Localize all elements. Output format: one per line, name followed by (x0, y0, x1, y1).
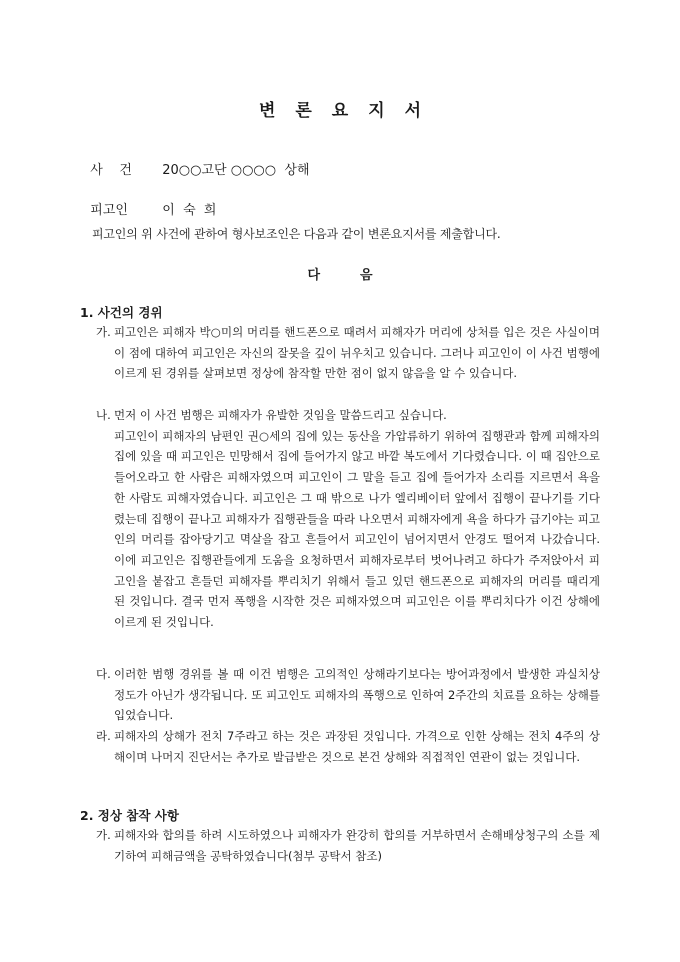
item-marker: 나. (96, 408, 111, 422)
section-1-item-na (96, 405, 600, 633)
item-marker: 가. (96, 828, 111, 842)
item-text: 피해자와 합의를 하려 시도하였으나 피해자가 완강히 합의를 거부하면서 손해배상청구의 소를 제기하여 피해금액을 공탁하였습니다(첨부 공탁서 참조) (114, 828, 600, 863)
case-row (82, 144, 310, 178)
case-value: 20○○고단 ○○○○ 상해 (162, 163, 310, 178)
defendant-value: 이 숙 희 (162, 203, 217, 218)
section-2-item-ga (96, 825, 600, 866)
section-2-title: 2. 정상 참작 사항 (80, 808, 179, 823)
item-marker: 가. (96, 325, 111, 339)
item-marker: 다. (96, 667, 111, 681)
case-label: 사 건 (90, 163, 132, 178)
section-1-item-ga (96, 322, 600, 384)
item-text-2: 피고인이 피해자의 남편인 권○세의 집에 있는 동산을 가압류하기 위하여 집행관과 함께 피해자의 집에 있을 때 피고인은 민망해서 집에 들어가지 않고 바깥 복도에서 기다렸습니다. 이 때 집안으로 들어오라고 한 사람은 피해자였으며 피고인이 그 말을 듣고 집에 들어가자 소리를 지르면서 욕을 한 사람도 피해자였습니다. 피고인은 그 때 밖으로 나가 엘리베이터 앞에서 집행이 끝나기를 기다렸는데 집행이 끝나고 피해자가 집행관들을 따라 나오면서 피해자에게 욕을 하다가 급기야는 피고인의 머리를 잡아당기고 멱살을 잡고 흔들어서 피고인이 넘어지면서 안경도 떨어져 나갔습니다. 이에 피고인은 집행관들에게 도움을 요청하면서 피해자로부터 벗어나려고 하다가 주저앉아서 피고인을 붙잡고 흔들던 피해자를 뿌리치기 위해서 들고 있던 핸드폰으로 피해자의 머리를 때리게 된 것입니다. 결국 먼저 폭행을 시작한 것은 피해자였으며 피고인은 이를 뿌리치다가 이건 상해에 이르게 된 것입니다. (114, 428, 600, 630)
heading-daeum: 다음 (307, 268, 413, 283)
item-text: 먼저 이 사건 범행은 피해자가 유발한 것임을 말씀드리고 싶습니다. (114, 408, 447, 422)
intro-text: 피고인의 위 사건에 관하여 형사보조인은 다음과 같이 변론요지서를 제출합니다. (92, 227, 501, 241)
item-text: 이러한 범행 경위를 볼 때 이건 범행은 고의적인 상해라기보다는 방어과정에서 발생한 과실치상 정도가 아닌가 생각됩니다. 또 피고인도 피해자의 폭행으로 인하여 2주간의 치료를 요하는 상해를 입었습니다. (114, 667, 600, 723)
defendant-row (82, 184, 216, 218)
section-1-title: 1. 사건의 경위 (80, 305, 163, 320)
item-text: 피해자의 상해가 전치 7주라고 하는 것은 과장된 것입니다. 가격으로 인한 상해는 전치 4주의 상해이며 나머지 진단서는 추가로 발급받은 것으로 본건 상해와 직접적인 연관이 없는 것입니다. (114, 729, 600, 764)
document-title: 변론요지서 (258, 101, 442, 121)
item-text: 피고인은 피해자 박○미의 머리를 핸드폰으로 때려서 피해자가 머리에 상처를 입은 것은 사실이며 이 점에 대하여 피고인은 자신의 잘못을 깊이 뉘우치고 있습니다. 그러나 피고인이 이 사건 범행에 이르게 된 경위를 살펴보면 정상에 참작할 만한 점이 없지 않음을 알 수 있습니다. (114, 325, 600, 381)
section-1-item-da (96, 664, 600, 726)
item-marker: 라. (96, 729, 111, 743)
defendant-label: 피고인 (90, 203, 128, 218)
section-1-item-ra (96, 726, 600, 767)
